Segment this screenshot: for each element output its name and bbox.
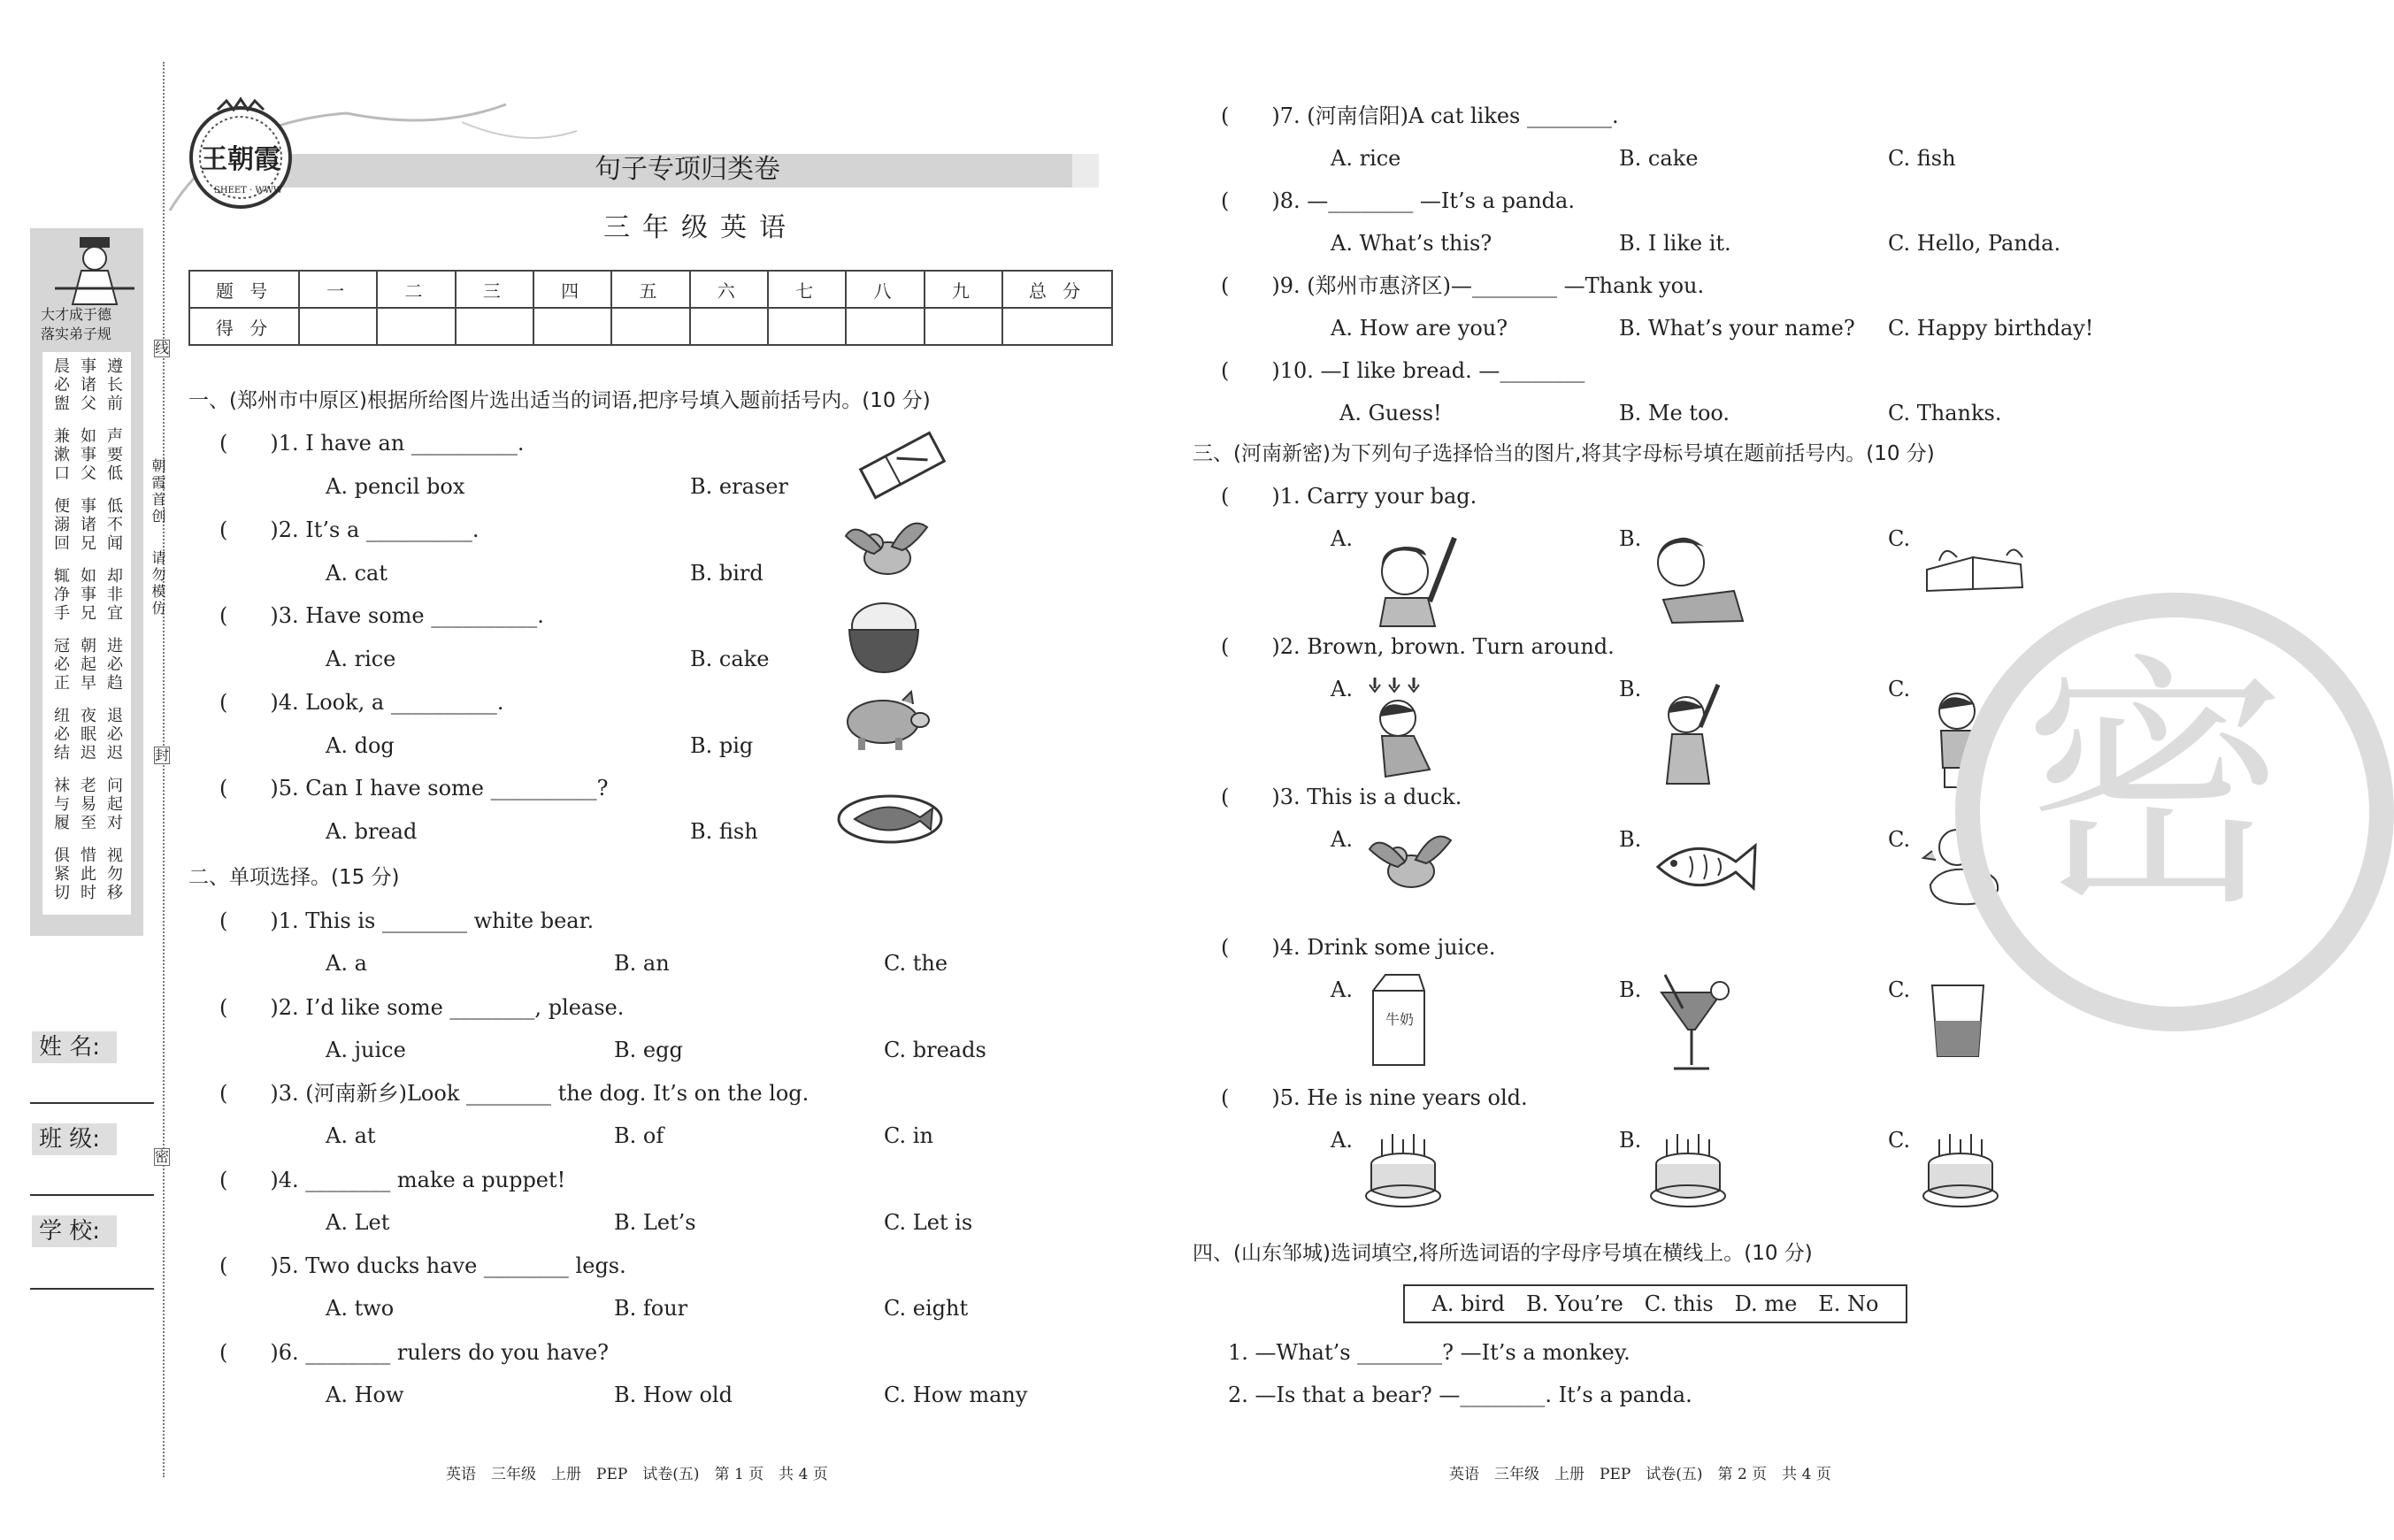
score-cell[interactable] <box>456 308 533 345</box>
svg-text:王朝霞: 王朝霞 <box>201 144 280 175</box>
name-field[interactable] <box>30 1102 154 1104</box>
part1-question-stem[interactable]: ( )4. Look, a __________. <box>219 689 504 715</box>
part2-question-stem[interactable]: ( )7. (河南信阳)A cat likes ________. <box>1221 103 1619 128</box>
girl-waving-icon <box>1651 679 1739 793</box>
part2-option-c[interactable]: C. Thanks. <box>1888 401 2002 425</box>
part3-option-label[interactable]: C. <box>1888 677 1911 701</box>
part1-option-a[interactable]: A. pencil box <box>326 474 465 499</box>
part2-question-stem[interactable]: ( )5. Two ducks have ________ legs. <box>219 1253 626 1278</box>
score-header-cell: 题 号 <box>189 271 299 308</box>
part1-heading: 一、(郑州市中原区)根据所给图片选出适当的词语,把序号填入题前括号内。(10 分) <box>188 389 931 412</box>
class-label: 班 级: <box>32 1123 117 1155</box>
part2-option-b[interactable]: B. egg <box>614 1037 683 1062</box>
part2-option-c[interactable]: C. Let is <box>884 1209 973 1235</box>
footer-page-2: 英语 三年级 上册 PEP 试卷(五) 第 2 页 共 4 页 <box>1449 1466 1831 1483</box>
verse-column: 事诸兄 <box>78 497 96 553</box>
part2-option-c[interactable]: C. breads <box>884 1037 986 1062</box>
fish-plate-icon <box>835 787 945 849</box>
page-subtitle: 三年级英语 <box>603 212 798 243</box>
part1-option-a[interactable]: A. bread <box>326 819 418 844</box>
bird-icon <box>1362 823 1460 902</box>
part2-option-a[interactable]: A. Let <box>326 1209 390 1235</box>
score-table <box>188 270 1113 346</box>
school-label: 学 校: <box>32 1215 117 1247</box>
score-cell[interactable] <box>299 308 377 345</box>
part1-option-b[interactable]: B. bird <box>690 560 763 586</box>
part3-option-label[interactable]: B. <box>1619 677 1642 701</box>
score-cell[interactable] <box>925 308 1002 345</box>
part3-option-label[interactable]: C. <box>1888 1128 1911 1153</box>
score-header-cell: 总 分 <box>1002 271 1112 308</box>
score-cell[interactable] <box>611 308 689 345</box>
verse-column: 如事兄 <box>78 567 96 623</box>
score-cell[interactable] <box>377 308 455 345</box>
motto-line-1: 大才成于德 <box>41 306 112 323</box>
part3-question-stem[interactable]: ( )3. This is a duck. <box>1221 785 1462 809</box>
boy-lying-icon <box>1646 529 1752 628</box>
verse-column: 进必趋 <box>104 637 123 693</box>
seal-mark-line: 线 <box>155 340 170 356</box>
verse-column: 问起对 <box>104 777 123 832</box>
score-header-cell: 一 <box>299 271 377 308</box>
part1-question-stem[interactable]: ( )1. I have an __________. <box>219 431 525 456</box>
part2-option-b[interactable]: B. four <box>614 1296 688 1321</box>
score-header-cell: 九 <box>925 271 1002 308</box>
word-bank: A. bird B. You’re C. this D. me E. No <box>1403 1284 1907 1323</box>
part1-option-a[interactable]: A. cat <box>326 560 387 586</box>
water-glass-icon <box>1927 980 1989 1060</box>
juice-glass-icon <box>1647 973 1736 1079</box>
part2-option-a[interactable]: A. two <box>326 1296 395 1321</box>
part3-option-label[interactable]: B. <box>1619 1128 1642 1153</box>
part2-question-stem[interactable]: ( )4. ________ make a puppet! <box>219 1167 566 1192</box>
verse-column: 遵长前 <box>104 357 123 413</box>
part3-option-label[interactable]: B. <box>1619 827 1642 852</box>
part2-question-stem[interactable]: ( )6. ________ rulers do you have? <box>219 1339 610 1365</box>
verse-column: 却非宜 <box>104 567 123 623</box>
part3-heading: 三、(河南新密)为下列句子选择恰当的图片,将其字母标号填在题前括号内。(10 分) <box>1193 442 1935 465</box>
score-row-label: 得 分 <box>189 308 299 345</box>
cake-icon <box>1364 1129 1442 1212</box>
verse-column: 兼漱口 <box>51 427 70 483</box>
part1-question-stem[interactable]: ( )3. Have some __________. <box>219 603 544 628</box>
verse-column: 惜此时 <box>78 847 96 902</box>
part4-question-2: 2. —Is that a bear? —________. It’s a panda. <box>1228 1383 1692 1407</box>
verse-column: 事诸父 <box>78 357 96 413</box>
milk-label: 牛奶 <box>1385 1011 1415 1028</box>
part2-heading: 二、单项选择。(15 分) <box>188 866 400 889</box>
cake-icon <box>1649 1129 1727 1212</box>
score-cell[interactable] <box>1002 308 1112 345</box>
part2-option-b[interactable]: B. an <box>614 951 670 976</box>
part2-option-b[interactable]: B. What’s your name? <box>1619 316 1855 341</box>
part2-option-b[interactable]: B. Me too. <box>1619 401 1730 425</box>
part3-option-label[interactable]: C. <box>1888 526 1911 551</box>
verse-column: 声要低 <box>104 427 123 483</box>
part3-question-stem[interactable]: ( )1. Carry your bag. <box>1221 484 1477 509</box>
pig-icon <box>837 688 934 754</box>
part2-question-stem[interactable]: ( )8. —________ —It’s a panda. <box>1221 188 1575 213</box>
part3-option-label[interactable]: B. <box>1619 526 1642 551</box>
part2-option-a[interactable]: A. at <box>326 1123 376 1148</box>
part1-option-b[interactable]: B. eraser <box>690 474 788 499</box>
page-title: 句子专项归类卷 <box>595 154 780 185</box>
part1-option-b[interactable]: B. fish <box>690 819 758 844</box>
binding-line <box>163 62 165 1477</box>
score-header-cell: 二 <box>377 271 455 308</box>
girl-sitting-icon <box>1359 672 1447 785</box>
boy-raising-hand-icon <box>1362 529 1469 628</box>
part2-option-a[interactable]: A. juice <box>326 1037 406 1062</box>
part2-option-c[interactable]: C. Hello, Panda. <box>1888 231 2061 256</box>
seal-mark-secret: 密 <box>155 1148 170 1165</box>
part4-question-1: 1. —What’s ________? —It’s a monkey. <box>1228 1340 1631 1365</box>
open-book-icon <box>1918 534 2033 596</box>
verse-column: 夜眠迟 <box>78 707 96 762</box>
score-header-cell: 四 <box>533 271 611 308</box>
motto-line-2: 落实弟子规 <box>41 326 112 342</box>
part2-option-c[interactable]: C. How many <box>884 1382 1028 1407</box>
part2-option-c[interactable]: C. Happy birthday! <box>1888 316 2094 341</box>
verse-column: 如事父 <box>78 427 96 483</box>
score-header-cell: 三 <box>456 271 533 308</box>
part1-option-a[interactable]: A. dog <box>326 732 395 758</box>
score-header-cell: 八 <box>846 271 924 308</box>
part1-question-stem[interactable]: ( )2. It’s a __________. <box>219 517 480 542</box>
part3-option-label[interactable]: B. <box>1619 977 1642 1002</box>
part2-question-stem[interactable]: ( )1. This is ________ white bear. <box>219 908 595 933</box>
score-cell[interactable] <box>846 308 924 345</box>
part2-question-stem[interactable]: ( )3. (河南新乡)Look ________ the dog. It’s on the log. <box>219 1081 810 1106</box>
fish-icon <box>1651 833 1761 900</box>
score-cell[interactable] <box>768 308 846 345</box>
part2-question-stem[interactable]: ( )9. (郑州市惠济区)—________ —Thank you. <box>1221 273 1705 298</box>
part2-option-a[interactable]: A. How <box>326 1382 404 1407</box>
notice-line-2: 请勿模仿 <box>150 550 166 617</box>
verse-column: 老易至 <box>78 777 96 832</box>
seal-mark-seal: 封 <box>155 747 170 763</box>
part1-question-stem[interactable]: ( )5. Can I have some __________? <box>219 776 609 801</box>
part4-heading: 四、(山东邹城)选词填空,将所选词语的字母序号填在横线上。(10 分) <box>1193 1242 1813 1265</box>
part3-question-stem[interactable]: ( )5. He is nine years old. <box>1221 1085 1528 1110</box>
part3-question-stem[interactable]: ( )4. Drink some juice. <box>1221 935 1496 960</box>
part2-option-a[interactable]: A. rice <box>1331 146 1401 171</box>
notice-line-1: 朝霞首创 <box>150 458 166 525</box>
score-cell[interactable] <box>533 308 611 345</box>
verse-column: 退必迟 <box>104 707 123 762</box>
score-cell[interactable] <box>690 308 768 345</box>
scholar-figure-icon <box>46 235 143 306</box>
verse-column: 朝起早 <box>78 637 96 693</box>
verse-column: 冠必正 <box>51 637 70 693</box>
score-header-cell: 六 <box>690 271 768 308</box>
name-label: 姓 名: <box>32 1031 117 1063</box>
part2-option-b[interactable]: B. Let’s <box>614 1209 696 1235</box>
part2-question-stem[interactable]: ( )10. —I like bread. —________ <box>1221 358 1585 383</box>
cake-icon <box>1922 1129 1999 1212</box>
eraser-icon <box>856 430 948 501</box>
score-header-cell: 七 <box>768 271 846 308</box>
part2-option-b[interactable]: B. of <box>614 1123 664 1148</box>
rice-bowl-icon <box>844 594 924 676</box>
part3-option-label[interactable]: A. <box>1331 526 1353 551</box>
footer-page-1: 英语 三年级 上册 PEP 试卷(五) 第 1 页 共 4 页 <box>446 1466 828 1483</box>
verse-column: 晨必盥 <box>51 357 70 413</box>
part2-option-c[interactable]: C. eight <box>884 1296 969 1321</box>
school-field[interactable] <box>30 1288 154 1290</box>
verse-column: 低不闻 <box>104 497 123 553</box>
part1-option-b[interactable]: B. cake <box>690 647 770 671</box>
part3-option-label[interactable]: C. <box>1888 977 1911 1002</box>
part2-option-a[interactable]: A. Guess! <box>1339 401 1442 425</box>
part2-option-b[interactable]: B. I like it. <box>1619 231 1731 256</box>
part1-option-a[interactable]: A. rice <box>326 647 396 671</box>
part2-question-stem[interactable]: ( )2. I’d like some ________, please. <box>219 994 625 1020</box>
part2-option-a[interactable]: A. How are you? <box>1331 316 1508 341</box>
part2-option-b[interactable]: B. How old <box>614 1382 733 1407</box>
verse-column: 辄净手 <box>51 567 70 623</box>
class-field[interactable] <box>30 1194 154 1196</box>
part2-option-a[interactable]: A. a <box>326 951 367 976</box>
milk-carton-icon <box>1368 971 1430 1069</box>
verse-column: 俱紧切 <box>51 847 70 902</box>
part3-question-stem[interactable]: ( )2. Brown, brown. Turn around. <box>1221 634 1615 659</box>
part3-option-label[interactable]: A. <box>1331 977 1353 1002</box>
watermark-char: 密 <box>2022 632 2288 941</box>
part2-option-b[interactable]: B. cake <box>1619 146 1699 171</box>
verse-column: 纽必结 <box>51 707 70 762</box>
verse-column: 便溺回 <box>51 497 70 553</box>
verse-column: 袜与履 <box>51 777 70 832</box>
verse-column: 视勿移 <box>104 847 123 902</box>
part2-option-c[interactable]: C. the <box>884 951 948 976</box>
part3-option-label[interactable]: C. <box>1888 827 1911 852</box>
part3-option-label[interactable]: A. <box>1331 677 1353 701</box>
part3-option-label[interactable]: A. <box>1331 1128 1353 1153</box>
part2-option-c[interactable]: C. fish <box>1888 146 1956 171</box>
part2-option-c[interactable]: C. in <box>884 1123 933 1148</box>
part3-option-label[interactable]: A. <box>1331 827 1353 852</box>
bird-icon <box>839 510 936 589</box>
part2-option-a[interactable]: A. What’s this? <box>1331 231 1492 256</box>
brand-sub: SHEET · WWW <box>214 186 283 195</box>
score-header-cell: 五 <box>611 271 689 308</box>
part1-option-b[interactable]: B. pig <box>690 732 754 758</box>
